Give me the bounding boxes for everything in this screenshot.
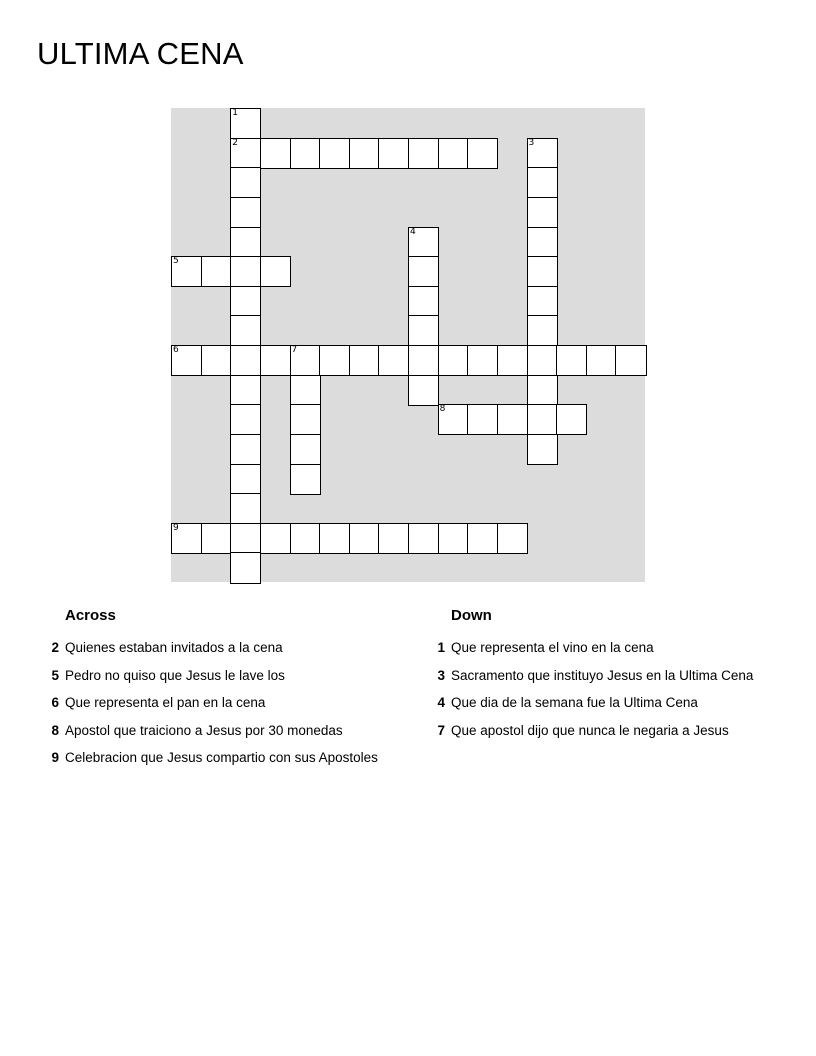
clue-text: Celebracion que Jesus compartio con sus Apostoles: [65, 750, 378, 765]
clue-item: [432, 639, 792, 657]
clue-item: [46, 639, 406, 657]
grid-cell[interactable]: [230, 552, 261, 583]
grid-cell[interactable]: [527, 256, 558, 287]
cell-number: 9: [173, 522, 179, 533]
grid-cell[interactable]: [290, 345, 321, 376]
grid-cell[interactable]: [438, 345, 469, 376]
grid-cell[interactable]: [230, 404, 261, 435]
grid-cell[interactable]: [408, 227, 439, 258]
grid-cell[interactable]: [408, 256, 439, 287]
grid-cell[interactable]: [319, 523, 350, 554]
grid-cell[interactable]: [438, 138, 469, 169]
grid-cell[interactable]: [230, 464, 261, 495]
clue-text: Que representa el vino en la cena: [451, 640, 654, 655]
grid-cell[interactable]: [260, 345, 291, 376]
grid-cell[interactable]: [615, 345, 646, 376]
clue-text: Apostol que traiciono a Jesus por 30 monedas: [65, 722, 343, 738]
grid-cell[interactable]: [230, 256, 261, 287]
grid-cell[interactable]: [319, 138, 350, 169]
grid-cell[interactable]: [467, 345, 498, 376]
grid-cell[interactable]: [378, 345, 409, 376]
clue-item: [432, 667, 792, 685]
grid-cell[interactable]: [408, 286, 439, 317]
grid-cell[interactable]: [230, 434, 261, 465]
clue-text: Quienes estaban invitados a la cena: [65, 640, 283, 655]
grid-cell[interactable]: [527, 404, 558, 435]
cell-number: 1: [232, 108, 238, 118]
across-clue-list: [46, 639, 406, 767]
grid-cell[interactable]: [556, 345, 587, 376]
clue-number: 2: [51, 640, 59, 655]
grid-cell[interactable]: [408, 138, 439, 169]
cell-number: 6: [173, 345, 179, 355]
grid-cell[interactable]: [497, 404, 528, 435]
cell-number: 5: [173, 256, 179, 267]
grid-cell[interactable]: [230, 523, 261, 554]
grid-cell[interactable]: [527, 286, 558, 317]
grid-cell[interactable]: [408, 345, 439, 376]
grid-cell[interactable]: [230, 345, 261, 376]
clue-item: [432, 722, 792, 740]
down-clues: [432, 606, 792, 749]
clue-item: [46, 694, 406, 712]
grid-cell[interactable]: [467, 404, 498, 435]
cell-number: 3: [528, 137, 535, 148]
across-clues: [46, 606, 406, 777]
down-heading: Down: [451, 607, 492, 624]
grid-cell[interactable]: [260, 256, 291, 287]
grid-cell[interactable]: [497, 523, 528, 554]
cell-number: 2: [232, 137, 238, 148]
clue-number: 3: [437, 667, 445, 683]
grid-cell[interactable]: [290, 404, 321, 435]
grid-cell[interactable]: [438, 523, 469, 554]
clue-number: 9: [51, 750, 59, 765]
grid-cell[interactable]: [171, 345, 202, 376]
grid-cell[interactable]: [230, 493, 261, 524]
grid-cell[interactable]: [290, 434, 321, 465]
clue-number: 4: [437, 695, 445, 710]
grid-cell[interactable]: [408, 375, 439, 406]
grid-cell[interactable]: [290, 138, 321, 169]
grid-cell[interactable]: [230, 108, 261, 139]
grid-cell[interactable]: [467, 523, 498, 554]
page-title: ULTIMA CENA: [37, 36, 244, 71]
clue-number: 7: [437, 722, 445, 738]
grid-cell[interactable]: [349, 345, 380, 376]
down-clue-list: [432, 639, 792, 740]
clue-number: 6: [51, 695, 59, 710]
clue-item: [46, 667, 406, 685]
grid-cell[interactable]: [230, 197, 261, 228]
clue-text: Pedro no quiso que Jesus le lave los: [65, 667, 285, 683]
clue-item: [46, 749, 406, 767]
cell-number: 8: [439, 404, 446, 415]
clue-number: 1: [437, 640, 445, 655]
grid-cell[interactable]: [230, 286, 261, 317]
grid-cell[interactable]: [527, 315, 558, 346]
grid-cell[interactable]: [378, 138, 409, 169]
grid-cell[interactable]: [230, 167, 261, 198]
grid-cell[interactable]: [260, 523, 291, 554]
grid-cell[interactable]: [408, 315, 439, 346]
grid-cell[interactable]: [527, 227, 558, 258]
grid-cell[interactable]: [527, 167, 558, 198]
grid-cell[interactable]: [527, 345, 558, 376]
grid-cell[interactable]: [378, 523, 409, 554]
cell-number: 7: [291, 345, 298, 355]
grid-cell[interactable]: [467, 138, 498, 169]
grid-cell[interactable]: [230, 375, 261, 406]
clue-item: [46, 722, 406, 740]
grid-cell[interactable]: [527, 434, 558, 465]
clue-text: Que apostol dijo que nunca le negaria a Jesus: [451, 722, 729, 738]
grid-cell[interactable]: [201, 523, 232, 554]
across-heading: Across: [65, 607, 116, 624]
crossword-grid: [171, 108, 645, 582]
grid-cell[interactable]: [290, 523, 321, 554]
grid-cell[interactable]: [290, 464, 321, 495]
clue-number: 8: [51, 722, 59, 738]
cell-number: 4: [410, 226, 416, 237]
grid-cell[interactable]: [556, 404, 587, 435]
grid-cell[interactable]: [171, 523, 202, 554]
grid-cell[interactable]: [201, 256, 232, 287]
grid-cell[interactable]: [230, 138, 261, 169]
grid-cell[interactable]: [586, 345, 617, 376]
clue-text: Que representa el pan en la cena: [65, 695, 266, 710]
grid-cell[interactable]: [527, 197, 558, 228]
clue-text: Sacramento que instituyo Jesus en la Ultima Cena: [451, 667, 754, 683]
grid-cell[interactable]: [230, 227, 261, 258]
clue-item: [432, 694, 792, 712]
clue-text: Que dia de la semana fue la Ultima Cena: [451, 695, 698, 710]
grid-cell[interactable]: [438, 404, 469, 435]
grid-cell[interactable]: [527, 375, 558, 406]
grid-cell[interactable]: [260, 138, 291, 169]
grid-cell[interactable]: [319, 345, 350, 376]
grid-cell[interactable]: [201, 345, 232, 376]
grid-cell[interactable]: [497, 345, 528, 376]
clue-number: 5: [51, 667, 59, 683]
grid-cell[interactable]: [230, 315, 261, 346]
grid-cell[interactable]: [527, 138, 558, 169]
grid-cell[interactable]: [349, 523, 380, 554]
grid-cell[interactable]: [171, 256, 202, 287]
grid-cell[interactable]: [349, 138, 380, 169]
grid-cell[interactable]: [290, 375, 321, 406]
grid-cell[interactable]: [408, 523, 439, 554]
